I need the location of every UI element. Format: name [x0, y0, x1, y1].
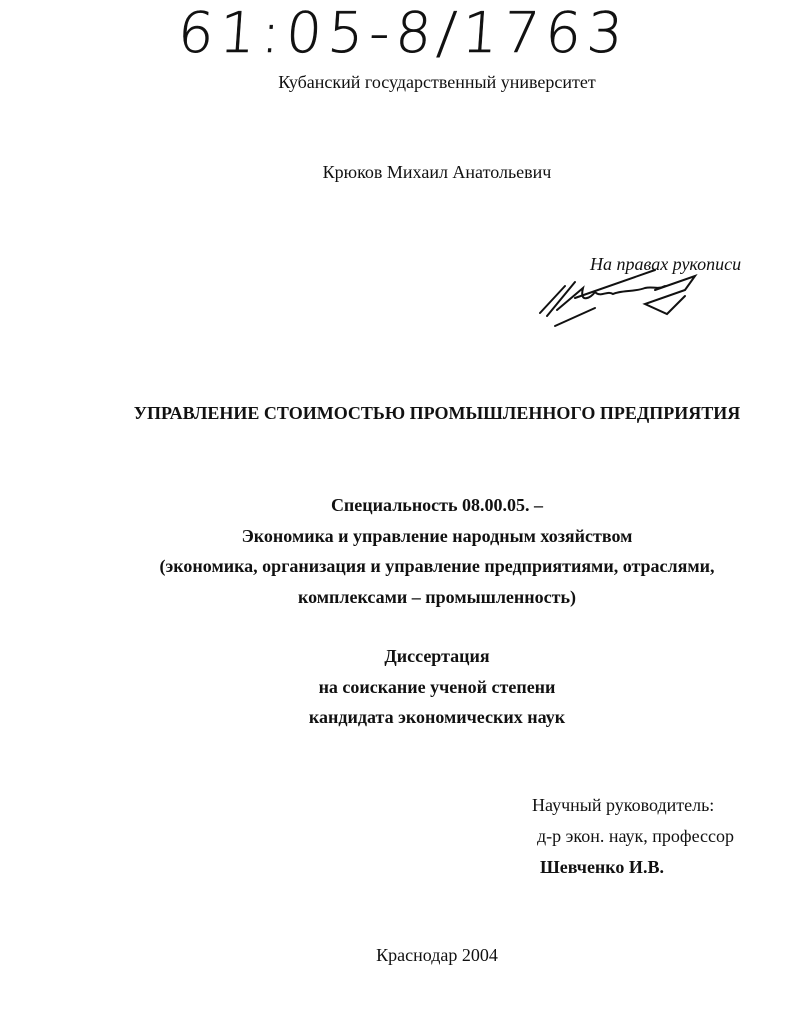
university-name: Кубанский государственный университет [278, 72, 596, 92]
manuscript-note: На правах рукописи [590, 254, 742, 274]
supervisor-credentials: д-р экон. наук, профессор [537, 826, 735, 846]
author-signature [535, 268, 715, 328]
specialty-line: Экономика и управление народным хозяйством [241, 526, 633, 546]
dissertation-title: УПРАВЛЕНИЕ СТОИМОСТЬЮ ПРОМЫШЛЕННОГО ПРЕДПРИЯТИЯ [133, 403, 741, 423]
specialty-line: (экономика, организация и управление предприятиями, отраслями, [159, 556, 715, 576]
place-year: Краснодар 2004 [376, 945, 498, 965]
supervisor-name: Шевченко И.В. [540, 857, 664, 877]
degree-line: Диссертация [384, 646, 490, 666]
handwritten-archive-code: 61:05-8/1763 [175, 1, 631, 66]
degree-line: на соискание ученой степени [318, 677, 556, 697]
supervisor-label: Научный руководитель: [532, 795, 715, 815]
specialty-line: Специальность 08.00.05. – [330, 495, 544, 515]
degree-line: кандидата экономических наук [308, 707, 566, 727]
author-name: Крюков Михаил Анатольевич [322, 162, 552, 182]
specialty-line: комплексами – промышленность) [298, 587, 576, 607]
